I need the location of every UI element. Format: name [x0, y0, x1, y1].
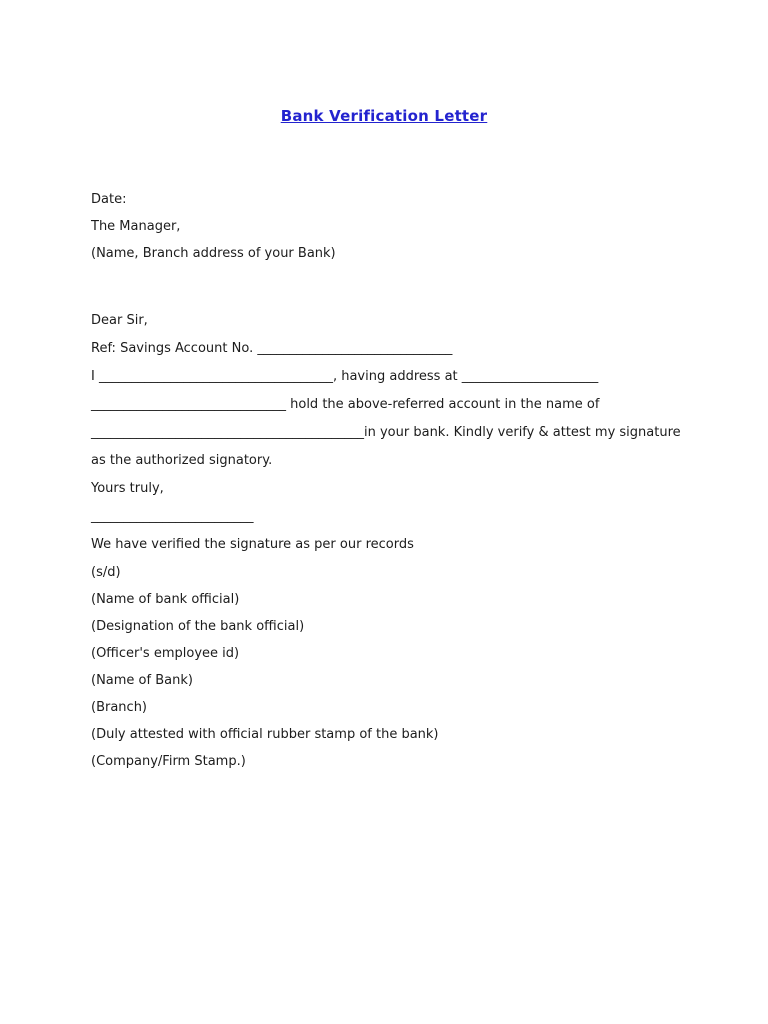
bank-name-line: (Name of Bank): [91, 673, 193, 688]
reference-line: Ref: Savings Account No. ______________________________: [91, 341, 453, 356]
recipient-hint-line: (Name, Branch address of your Bank): [91, 246, 336, 261]
signature-blank-line: _________________________: [91, 509, 254, 524]
recipient-address-block: [91, 186, 748, 267]
rubber-stamp-line: (Duly attested with official rubber stamp of the bank): [91, 727, 439, 742]
officer-employee-id-line: (Officer's employee id): [91, 646, 240, 661]
company-firm-stamp-line: (Company/Firm Stamp.): [91, 754, 246, 769]
body-line-4: as the authorized signatory.: [91, 453, 273, 468]
body-line-2: ______________________________ hold the above-referred account in the name of: [91, 397, 600, 412]
salutation-line: Dear Sir,: [91, 313, 148, 328]
official-designation-line: (Designation of the bank official): [91, 619, 305, 634]
body-line-1: I ____________________________________, having address at _____________________: [91, 369, 599, 384]
date-line: Date:: [91, 192, 127, 207]
document-title: Bank Verification Letter: [280, 107, 488, 125]
letter-body: [91, 186, 748, 775]
letter-intro-block: [91, 307, 748, 447]
official-name-line: (Name of bank official): [91, 592, 240, 607]
recipient-line: The Manager,: [91, 219, 181, 234]
body-line-3: __________________________________________in your bank. Kindly verify & attest my signature: [91, 425, 681, 440]
closing-line: Yours truly,: [91, 481, 164, 496]
branch-line: (Branch): [91, 700, 147, 715]
official-placeholder-block: [91, 559, 748, 775]
verification-note-line: We have verified the signature as per our records: [91, 537, 414, 552]
sd-line: (s/d): [91, 565, 121, 580]
